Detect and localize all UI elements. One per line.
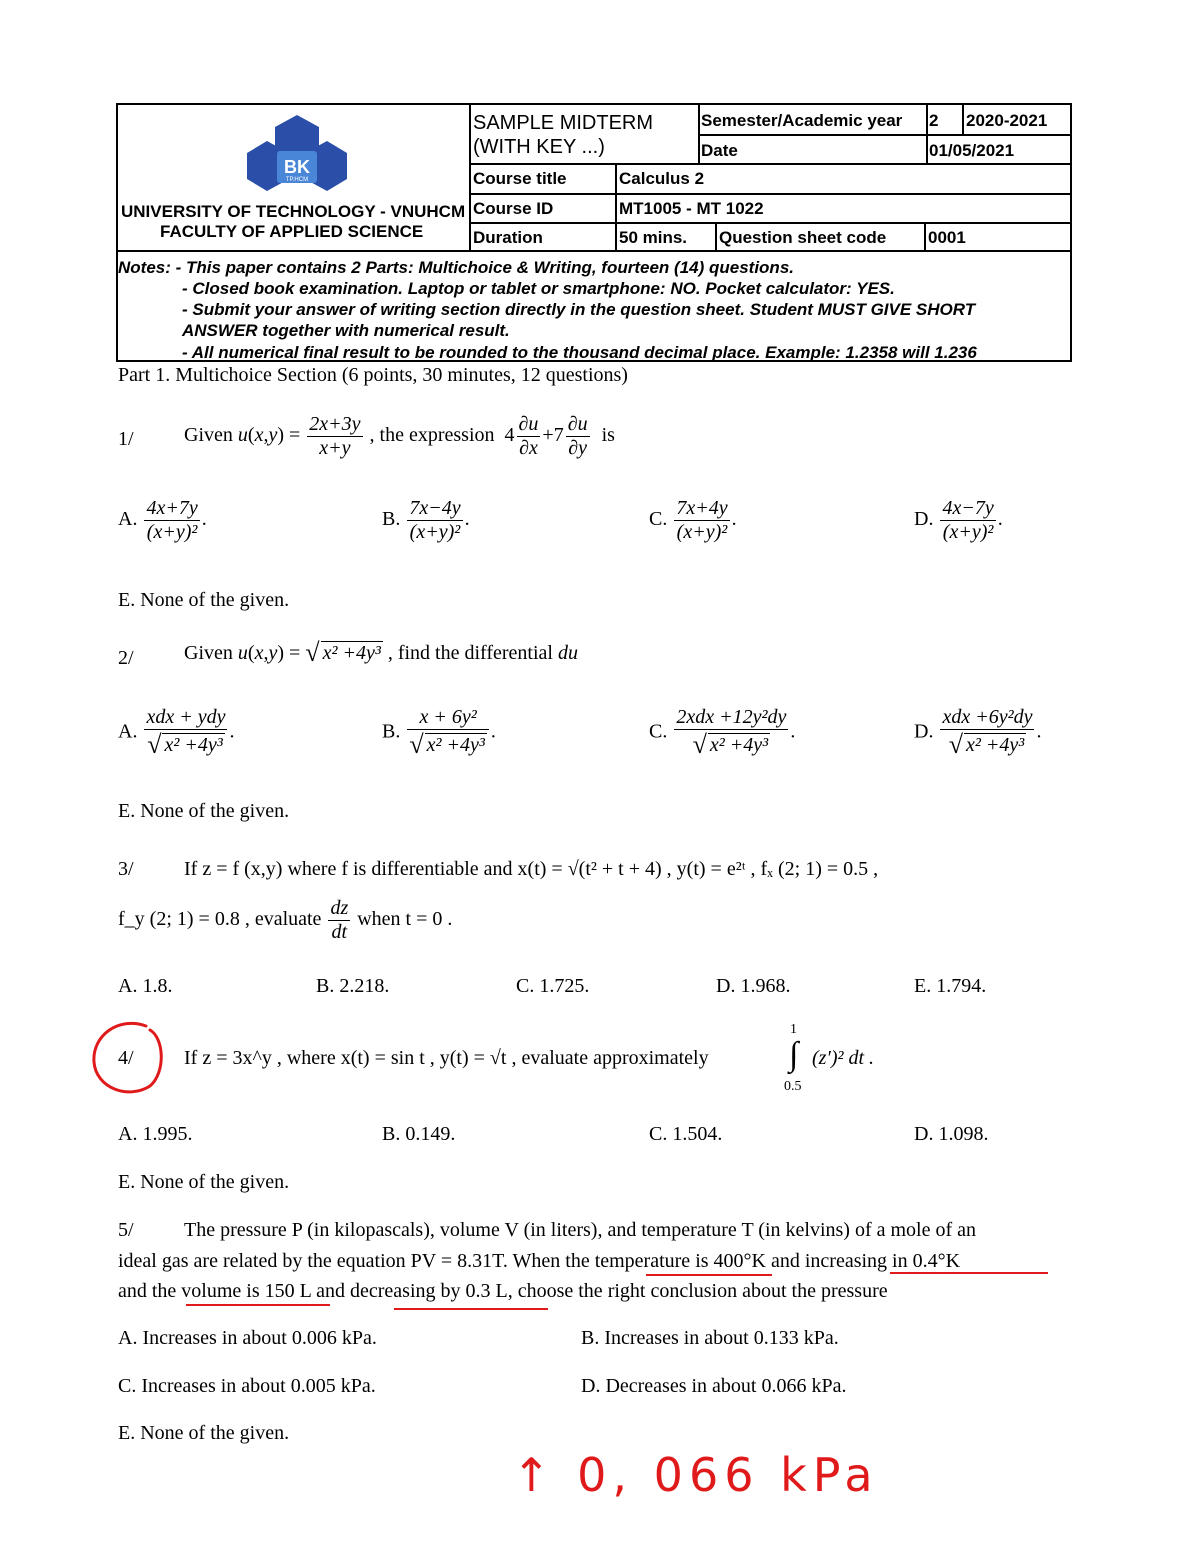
q3-line1: If z = f (x,y) where f is differentiable and x(t) = √(t² + t + 4) , y(t) = e²ᵗ , fₓ (2; 1) = 0.5 , (184, 858, 879, 880)
q1-option-b[interactable]: B. $\frac{7x-4y}{\text{(x+y)²}}$ . (382, 497, 470, 543)
semester-value: 2 (929, 111, 939, 130)
underline-volume (186, 1304, 330, 1306)
university-logo (247, 113, 347, 203)
q4-integrand: (z′)² dt . (812, 1047, 875, 1069)
sheet-code-label: Question sheet code (719, 228, 887, 247)
q1-option-d[interactable]: D. $\frac{4x-7y}{\text{(x+y)²}}$ . (914, 497, 1003, 543)
q4-stem: If z = 3x^y , where x(t) = sin t , y(t) = √t , evaluate approximately (184, 1047, 709, 1069)
sheet-code-value: 0001 (928, 228, 966, 247)
q5-option-d[interactable]: D. Decreases in about 0.066 kPa. (581, 1375, 847, 1397)
q1-option-e[interactable]: E. None of the given. (118, 589, 290, 611)
q3-option-a[interactable]: A. 1.8. (118, 975, 173, 997)
q4-integral-lower: 0.5 (784, 1079, 802, 1094)
q5-option-c[interactable]: C. Increases in about 0.005 kPa. (118, 1375, 376, 1397)
q5-option-e[interactable]: E. None of the given. (118, 1422, 290, 1444)
q4-option-c[interactable]: C. 1.504. (649, 1123, 723, 1145)
underline-decreasing (394, 1308, 548, 1310)
q3-option-e[interactable]: E. 1.794. (914, 975, 987, 997)
handwritten-answer: ↑ 0, 066 kPa (512, 1448, 879, 1502)
faculty-name: FACULTY OF APPLIED SCIENCE (160, 222, 424, 241)
course-id-label: Course ID (473, 199, 554, 218)
q2-option-b[interactable]: B. $\frac{\text{x + 6y²}}{\text{√ x² +4y³}}$ . (382, 706, 496, 759)
part1-title: Part 1. Multichoice Section (6 points, 30 minutes, 12 questions) (118, 364, 628, 386)
q3-number: 3/ (118, 858, 134, 880)
note-line-2: - Closed book examination. Laptop or tablet or smartphone: NO. Pocket calculator: YES. (182, 279, 895, 298)
q1-option-a[interactable]: A. $\frac{4x+7y}{\text{(x+y)²}}$ . (118, 497, 207, 543)
q1-stem: Given u(x,y) = $\frac{2x+3y}{x+y}$ , the expression 4 $\frac{\partial u}{\partial x}$ +7 $\frac{\partial u}{\partial y}$ is (184, 413, 615, 459)
q2-stem: Given u(x,y) = √ x² +4y³ , find the differential du (184, 638, 578, 667)
q4-option-a[interactable]: A. 1.995. (118, 1123, 193, 1145)
course-title-value: Calculus 2 (619, 169, 705, 188)
year-value: 2020-2021 (966, 111, 1048, 130)
q4-integral-sign: ∫ (789, 1036, 799, 1073)
underline-increasing (890, 1272, 1048, 1274)
semester-label: Semester/Academic year (701, 111, 903, 130)
q4-number: 4/ (118, 1047, 134, 1069)
note-line-1: Notes: - This paper contains 2 Parts: Multichoice & Writing, fourteen (14) questions. (118, 258, 794, 277)
note-line-4: ANSWER together with numerical result. (182, 321, 510, 340)
q3-line2: f_y (2; 1) = 0.8 , evaluate $\frac{dz}{dt}$ when t = 0 . (118, 897, 453, 943)
note-line-3: - Submit your answer of writing section directly in the question sheet. Student MUST GIVE SHORT (182, 300, 976, 319)
q5-option-b[interactable]: B. Increases in about 0.133 kPa. (581, 1327, 839, 1349)
q5-line2: ideal gas are related by the equation PV = 8.31T. When the temperature is 400°K and increasing in 0.4°K (118, 1250, 961, 1272)
q1-number: 1/ (118, 428, 134, 450)
duration-label: Duration (473, 228, 543, 247)
note-line-5: - All numerical final result to be rounded to the thousand decimal place. Example: 1.2358 will 1.236 (182, 343, 977, 362)
q5-line3: and the volume is 150 L and decreasing by 0.3 L, choose the right conclusion about the pressure (118, 1280, 888, 1302)
q2-option-a[interactable]: A. $\frac{\text{xdx + ydy}}{\text{√ x² +4y³}}$ . (118, 706, 235, 759)
q2-option-e[interactable]: E. None of the given. (118, 800, 290, 822)
q4-option-e[interactable]: E. None of the given. (118, 1171, 290, 1193)
q2-option-d[interactable]: D. $\frac{\text{xdx +6y²dy}}{\text{√ x² +4y³}}$ . (914, 706, 1042, 759)
duration-value: 50 mins. (619, 228, 688, 247)
underline-temperature (646, 1274, 772, 1276)
course-title-label: Course title (473, 169, 567, 188)
header-table (116, 103, 1072, 362)
q2-number: 2/ (118, 647, 134, 669)
logo-subtext: TP.HCM (285, 177, 309, 183)
q3-option-b[interactable]: B. 2.218. (316, 975, 390, 997)
q3-option-d[interactable]: D. 1.968. (716, 975, 791, 997)
university-name: UNIVERSITY OF TECHNOLOGY - VNUHCM (121, 202, 466, 221)
q4-integral-upper: 1 (790, 1022, 797, 1037)
exam-title-line1: SAMPLE MIDTERM (473, 112, 654, 134)
q5-line1: The pressure P (in kilopascals), volume V (in liters), and temperature T (in kelvins) of a mole of an (184, 1219, 977, 1241)
q5-option-a[interactable]: A. Increases in about 0.006 kPa. (118, 1327, 377, 1349)
q4-option-b[interactable]: B. 0.149. (382, 1123, 456, 1145)
date-label: Date (701, 141, 738, 160)
q5-number: 5/ (118, 1219, 134, 1241)
q1-option-c[interactable]: C. $\frac{7x+4y}{\text{(x+y)²}}$ . (649, 497, 737, 543)
course-id-value: MT1005 - MT 1022 (619, 199, 764, 218)
q2-option-c[interactable]: C. $\frac{\text{2xdx +12y²dy}}{\text{√ x² +4y³}}$ . (649, 706, 796, 759)
q3-option-c[interactable]: C. 1.725. (516, 975, 590, 997)
q4-option-d[interactable]: D. 1.098. (914, 1123, 989, 1145)
exam-title-line2: (WITH KEY ...) (473, 136, 605, 158)
date-value: 01/05/2021 (929, 141, 1015, 160)
logo-text: BK (284, 157, 310, 177)
